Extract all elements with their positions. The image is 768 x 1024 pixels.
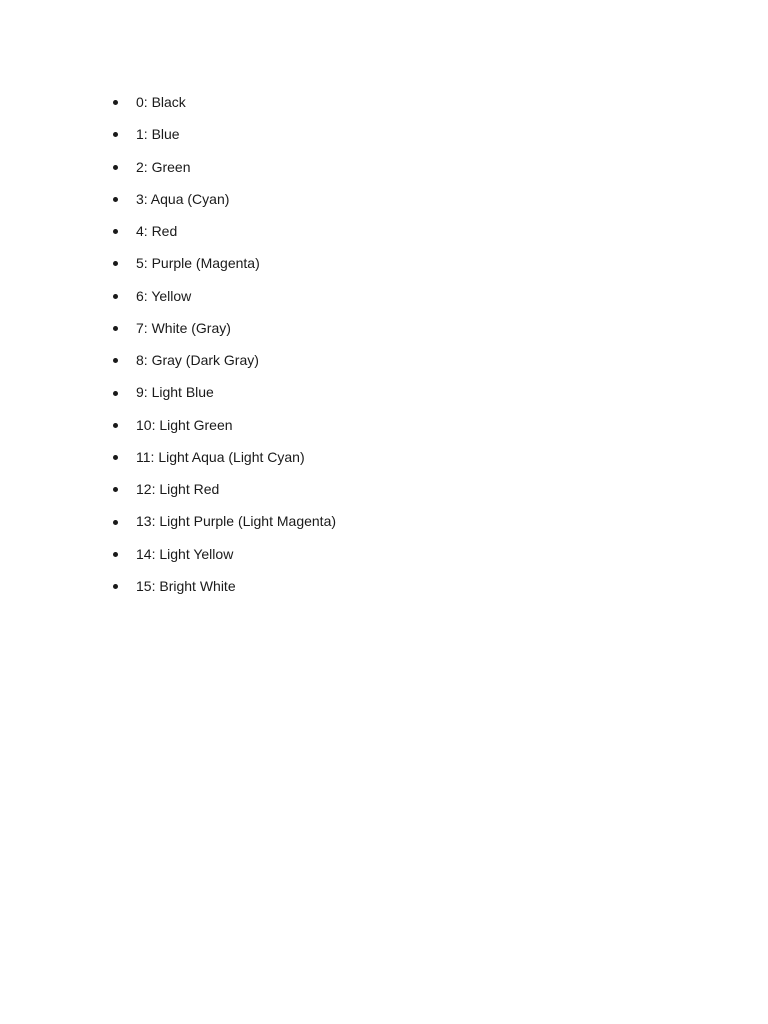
list-item-label: 5: Purple (Magenta) — [136, 255, 260, 272]
list-item-label: 3: Aqua (Cyan) — [136, 190, 230, 207]
list-item — [0, 570, 336, 602]
bullet-icon — [113, 455, 118, 460]
list-item — [0, 215, 336, 247]
bullet-icon — [113, 584, 118, 589]
list-item-label: 0: Black — [136, 94, 186, 110]
list-item — [0, 151, 336, 183]
list-item-label: 2: Green — [136, 158, 191, 175]
bullet-icon — [113, 165, 118, 170]
list-item-label: 13: Light Purple (Light Magenta) — [136, 513, 337, 530]
list-item — [0, 312, 336, 344]
list-item — [0, 247, 336, 279]
list-item-label: 15: Bright White — [136, 577, 236, 594]
bullet-icon — [113, 229, 118, 234]
list-item — [0, 280, 336, 312]
list-item-label: 7: White (Gray) — [136, 319, 231, 336]
list-item-label: 14: Light Yellow — [136, 545, 234, 562]
list-item-label: 8: Gray (Dark Gray) — [136, 352, 259, 369]
list-item — [0, 344, 336, 376]
list-item-label: 6: Yellow — [136, 287, 192, 304]
bullet-icon — [113, 326, 118, 331]
bullet-icon — [113, 132, 118, 137]
list-item — [0, 409, 336, 441]
bullet-icon — [113, 261, 118, 266]
list-item — [0, 505, 336, 537]
list-item-label: 4: Red — [136, 223, 178, 240]
bullet-icon — [113, 100, 118, 105]
bullet-icon — [113, 487, 118, 492]
bullet-icon — [113, 552, 118, 557]
bullet-icon — [113, 391, 118, 396]
bullet-icon — [113, 358, 118, 363]
list-item-label: 11: Light Aqua (Light Cyan) — [136, 448, 305, 465]
bullet-icon — [113, 197, 118, 202]
bullet-icon — [113, 294, 118, 299]
list-item — [0, 86, 336, 118]
list-item-label: 12: Light Red — [136, 481, 220, 498]
color-code-list — [0, 86, 336, 602]
bullet-icon — [113, 423, 118, 428]
list-item — [0, 118, 336, 150]
list-item — [0, 376, 336, 408]
bullet-icon — [113, 520, 118, 525]
list-item-label: 1: Blue — [136, 126, 180, 143]
list-item-label: 10: Light Green — [136, 416, 233, 433]
list-item-label: 9: Light Blue — [136, 384, 214, 401]
list-item — [0, 441, 336, 473]
list-item — [0, 538, 336, 570]
list-item — [0, 183, 336, 215]
list-item — [0, 473, 336, 505]
